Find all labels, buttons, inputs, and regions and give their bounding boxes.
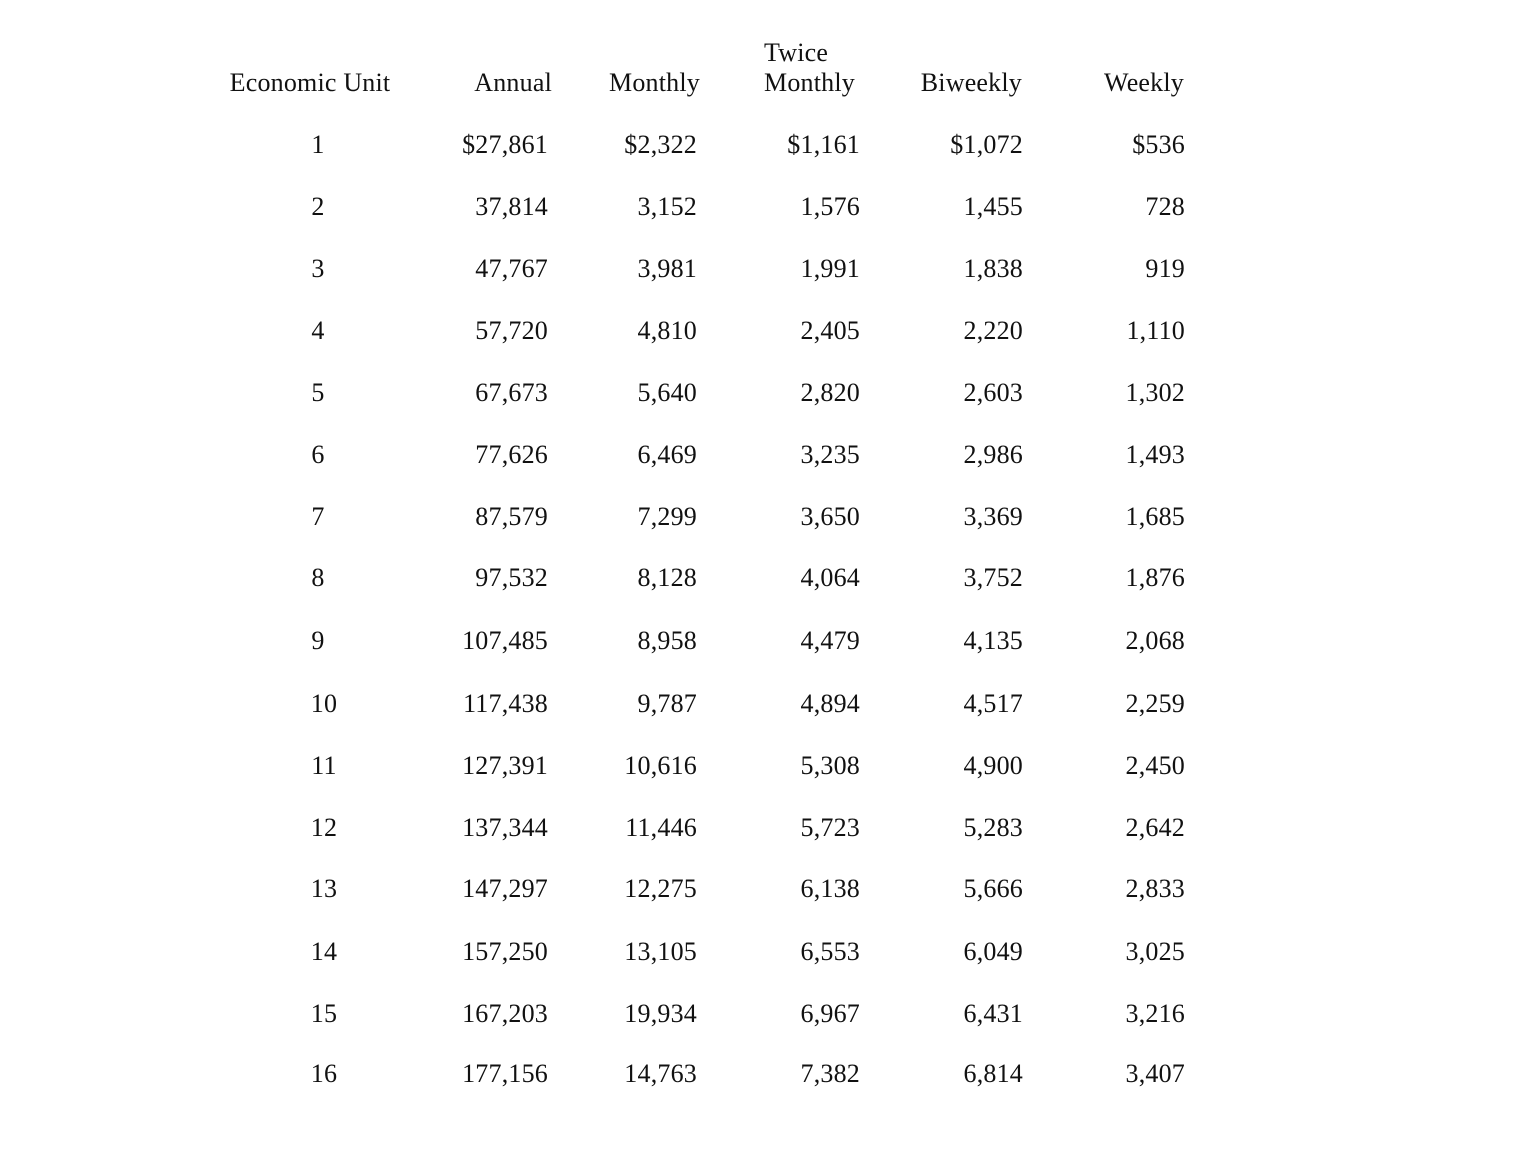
cell-annual: $27,861 bbox=[462, 130, 548, 159]
cell-economic-unit: 16 bbox=[310, 1059, 338, 1088]
cell-biweekly: 1,838 bbox=[963, 254, 1023, 283]
cell-twice-monthly: 4,064 bbox=[800, 563, 860, 592]
cell-weekly: 919 bbox=[1145, 254, 1185, 283]
cell-monthly: 4,810 bbox=[637, 316, 697, 345]
cell-economic-unit: 2 bbox=[311, 192, 325, 221]
cell-annual: 167,203 bbox=[462, 999, 548, 1028]
cell-economic-unit: 8 bbox=[311, 563, 325, 592]
cell-economic-unit: 12 bbox=[310, 813, 338, 842]
cell-monthly: 12,275 bbox=[624, 874, 697, 903]
cell-biweekly: 4,900 bbox=[963, 751, 1023, 780]
cell-biweekly: 3,752 bbox=[963, 563, 1023, 592]
cell-twice-monthly: 7,382 bbox=[800, 1059, 860, 1088]
cell-weekly: 2,833 bbox=[1125, 874, 1185, 903]
cell-biweekly: 5,666 bbox=[963, 874, 1023, 903]
header-twice-monthly-line2: Monthly bbox=[764, 68, 855, 97]
cell-twice-monthly: 1,991 bbox=[800, 254, 860, 283]
cell-economic-unit: 10 bbox=[310, 689, 338, 718]
cell-annual: 87,579 bbox=[475, 502, 548, 531]
header-biweekly: Biweekly bbox=[920, 68, 1022, 97]
cell-annual: 67,673 bbox=[475, 378, 548, 407]
header-weekly: Weekly bbox=[1104, 68, 1184, 97]
cell-economic-unit: 13 bbox=[310, 874, 338, 903]
cell-monthly: 6,469 bbox=[637, 440, 697, 469]
cell-weekly: 2,259 bbox=[1125, 689, 1185, 718]
cell-annual: 147,297 bbox=[462, 874, 548, 903]
cell-twice-monthly: 6,138 bbox=[800, 874, 860, 903]
cell-annual: 107,485 bbox=[462, 626, 548, 655]
cell-annual: 127,391 bbox=[462, 751, 548, 780]
cell-economic-unit: 4 bbox=[311, 316, 325, 345]
cell-twice-monthly: 4,894 bbox=[800, 689, 860, 718]
cell-weekly: 1,876 bbox=[1125, 563, 1185, 592]
cell-twice-monthly: 1,576 bbox=[800, 192, 860, 221]
cell-weekly: 2,450 bbox=[1125, 751, 1185, 780]
cell-biweekly: 6,431 bbox=[963, 999, 1023, 1028]
cell-biweekly: 3,369 bbox=[963, 502, 1023, 531]
cell-weekly: 3,025 bbox=[1125, 937, 1185, 966]
cell-economic-unit: 14 bbox=[310, 937, 338, 966]
cell-twice-monthly: 5,723 bbox=[800, 813, 860, 842]
cell-monthly: 3,981 bbox=[637, 254, 697, 283]
cell-weekly: 1,110 bbox=[1126, 316, 1185, 345]
cell-weekly: $536 bbox=[1132, 130, 1185, 159]
cell-weekly: 1,302 bbox=[1125, 378, 1185, 407]
cell-twice-monthly: 2,405 bbox=[800, 316, 860, 345]
cell-twice-monthly: 6,967 bbox=[800, 999, 860, 1028]
cell-twice-monthly: 6,553 bbox=[800, 937, 860, 966]
cell-weekly: 3,216 bbox=[1125, 999, 1185, 1028]
cell-twice-monthly: 4,479 bbox=[800, 626, 860, 655]
cell-biweekly: 2,220 bbox=[963, 316, 1023, 345]
cell-monthly: 11,446 bbox=[625, 813, 697, 842]
cell-biweekly: 6,049 bbox=[963, 937, 1023, 966]
cell-monthly: 7,299 bbox=[637, 502, 697, 531]
cell-twice-monthly: 3,650 bbox=[800, 502, 860, 531]
cell-annual: 37,814 bbox=[475, 192, 548, 221]
cell-twice-monthly: 2,820 bbox=[800, 378, 860, 407]
cell-weekly: 1,685 bbox=[1125, 502, 1185, 531]
cell-monthly: 13,105 bbox=[624, 937, 697, 966]
cell-biweekly: 5,283 bbox=[963, 813, 1023, 842]
header-economic-unit: Economic Unit bbox=[229, 68, 391, 97]
cell-biweekly: 2,986 bbox=[963, 440, 1023, 469]
cell-weekly: 2,642 bbox=[1125, 813, 1185, 842]
cell-monthly: 19,934 bbox=[624, 999, 697, 1028]
cell-monthly: 10,616 bbox=[624, 751, 697, 780]
cell-twice-monthly: $1,161 bbox=[787, 130, 860, 159]
cell-monthly: 8,958 bbox=[637, 626, 697, 655]
cell-monthly: 5,640 bbox=[637, 378, 697, 407]
cell-weekly: 728 bbox=[1145, 192, 1185, 221]
cell-economic-unit: 3 bbox=[311, 254, 325, 283]
cell-weekly: 3,407 bbox=[1125, 1059, 1185, 1088]
cell-twice-monthly: 5,308 bbox=[800, 751, 860, 780]
cell-monthly: 9,787 bbox=[637, 689, 697, 718]
cell-biweekly: 6,814 bbox=[963, 1059, 1023, 1088]
cell-economic-unit: 9 bbox=[311, 626, 325, 655]
header-twice-monthly-line1: Twice bbox=[764, 38, 829, 67]
cell-biweekly: 1,455 bbox=[963, 192, 1023, 221]
header-monthly: Monthly bbox=[609, 68, 700, 97]
header-annual: Annual bbox=[474, 68, 552, 97]
cell-economic-unit: 11 bbox=[311, 751, 337, 780]
cell-annual: 177,156 bbox=[462, 1059, 548, 1088]
cell-monthly: 14,763 bbox=[624, 1059, 697, 1088]
cell-economic-unit: 1 bbox=[311, 130, 325, 159]
cell-weekly: 1,493 bbox=[1125, 440, 1185, 469]
cell-annual: 57,720 bbox=[475, 316, 548, 345]
cell-biweekly: 2,603 bbox=[963, 378, 1023, 407]
cell-monthly: 8,128 bbox=[637, 563, 697, 592]
cell-biweekly: 4,517 bbox=[963, 689, 1023, 718]
cell-economic-unit: 5 bbox=[311, 378, 325, 407]
cell-annual: 97,532 bbox=[475, 563, 548, 592]
cell-annual: 157,250 bbox=[462, 937, 548, 966]
cell-economic-unit: 15 bbox=[310, 999, 338, 1028]
cell-biweekly: 4,135 bbox=[963, 626, 1023, 655]
cell-annual: 117,438 bbox=[463, 689, 548, 718]
cell-twice-monthly: 3,235 bbox=[800, 440, 860, 469]
cell-monthly: $2,322 bbox=[624, 130, 697, 159]
cell-annual: 137,344 bbox=[462, 813, 548, 842]
cell-economic-unit: 7 bbox=[311, 502, 325, 531]
cell-weekly: 2,068 bbox=[1125, 626, 1185, 655]
cell-monthly: 3,152 bbox=[637, 192, 697, 221]
cell-annual: 47,767 bbox=[475, 254, 548, 283]
cell-biweekly: $1,072 bbox=[950, 130, 1023, 159]
cell-economic-unit: 6 bbox=[311, 440, 325, 469]
cell-annual: 77,626 bbox=[475, 440, 548, 469]
